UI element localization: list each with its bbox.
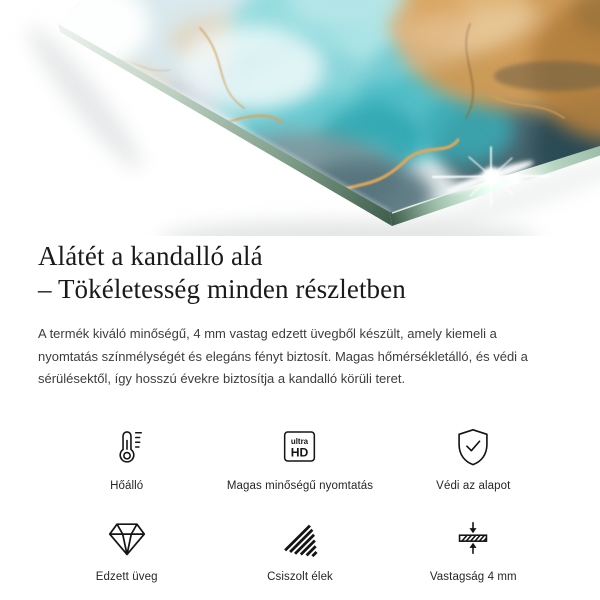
feature-grid [38,427,562,583]
diamond-icon [106,518,148,558]
feature-label: Vastagság 4 mm [429,570,517,583]
feature-tempered-glass [40,518,213,583]
feature-polished-edges [213,518,386,583]
title-line-1: Alátét a kandalló alá [38,241,263,271]
feature-label: Edzett üveg [95,570,158,583]
title-line-2: – Tökéletesség minden részletben [38,274,406,304]
section-description: A termék kiváló minőségű, 4 mm vastag edzett üvegből készült, amely kiemeli a nyomtatás színmélységét és elegáns fényt biztosít. Magas hőmérsékletálló, és védi a sérülésektől, így hosszú évekre biztosítja a kandalló körüli teret. [38,326,528,386]
feature-label: Magas minőségű nyomtatás [226,479,374,492]
feature-label: Hőálló [110,479,144,492]
compress-thickness-icon [454,518,492,558]
product-description-section [0,240,600,583]
feature-high-quality-print [213,427,386,492]
feature-protects-base [387,427,560,492]
section-title [38,240,562,306]
glass-panel-illustration [0,0,600,236]
svg-text:HD: HD [291,445,309,460]
feature-label: Védi az alapot [436,479,511,492]
feature-label: Csiszolt élek [267,570,333,583]
feature-thickness-4mm [387,518,560,583]
feature-heat-resistant [40,427,213,492]
thermometer-icon [109,427,145,467]
shield-check-icon [455,427,491,467]
product-photo-glass-panel [0,0,600,236]
ultra-hd-icon [281,427,318,467]
polished-edges-icon [280,518,320,558]
svg-text:ultra: ultra [291,437,309,447]
